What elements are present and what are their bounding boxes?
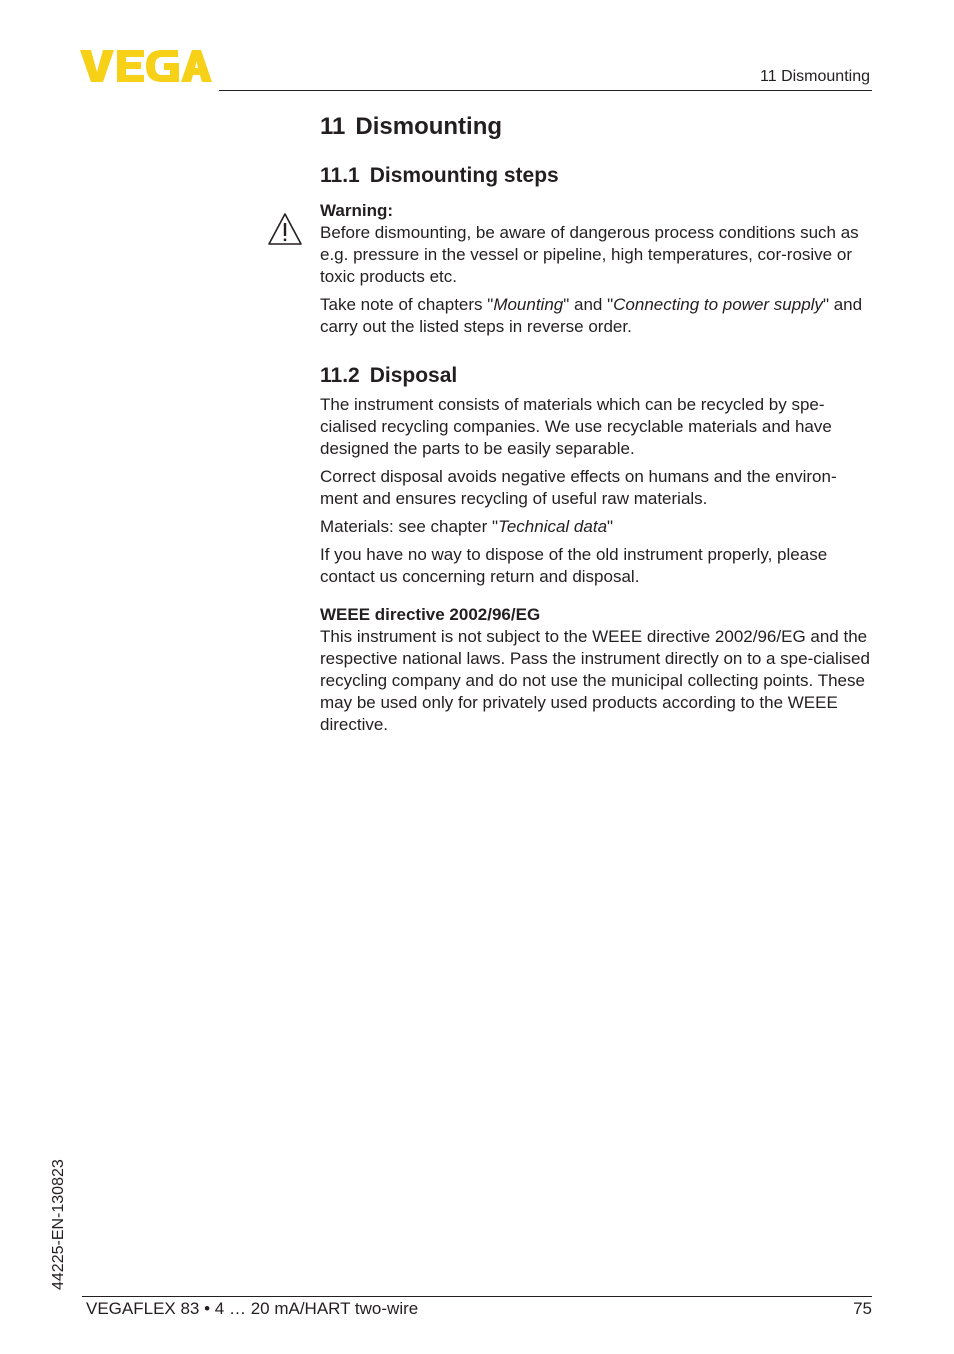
- section-heading-dismounting-steps: [320, 162, 872, 190]
- chapter-title: Dismounting: [355, 113, 503, 140]
- section-number: 11.1: [320, 164, 360, 187]
- running-head: 11 Dismounting: [760, 68, 870, 85]
- section-heading-disposal: [320, 362, 872, 390]
- warning-triangle-icon: [267, 212, 303, 246]
- warning-text: Before dismounting, be aware of dangerous process conditions such as e.g. pressure in the vessel or pipeline, high temperatures, cor-rosive or toxic products etc.: [320, 223, 859, 286]
- weee-heading: WEEE directive 2002/96/EG: [320, 605, 541, 624]
- section-number: 11.2: [320, 364, 360, 387]
- header-rule: [219, 90, 872, 91]
- section-title: Dismounting steps: [369, 164, 559, 187]
- disposal-paragraph: If you have no way to dispose of the old instrument properly, please contact us concerning return and disposal.: [320, 545, 828, 586]
- weee-paragraph: This instrument is not subject to the WEEE directive 2002/96/EG and the respective national laws. Pass the instrument directly on to a spe-cialised recycling company and do not use the municipal collecting points. These may be used only for privately used products according to the WEEE directive.: [320, 627, 870, 734]
- materials-paragraph: [320, 516, 872, 538]
- section-title: Disposal: [369, 364, 458, 387]
- warning-label: Warning:: [320, 201, 394, 220]
- document-code: 44225-EN-130823: [50, 1159, 67, 1290]
- footer-product: VEGAFLEX 83 • 4 … 20 mA/HART two-wire: [86, 1299, 419, 1318]
- note-mid: " and ": [563, 295, 614, 314]
- vega-logo: [80, 48, 212, 84]
- note-suffix: " and carry out the listed steps in reverse order.: [320, 295, 863, 336]
- chapter-ref-technical-data: Technical data: [498, 517, 608, 536]
- chapter-heading: [320, 110, 872, 144]
- disposal-paragraph: Correct disposal avoids negative effects on humans and the environ-ment and ensures recycling of useful raw materials.: [320, 467, 837, 508]
- page-number: 75: [853, 1299, 872, 1318]
- footer-rule: [82, 1296, 872, 1297]
- disposal-paragraph: The instrument consists of materials which can be recycled by spe-cialised recycling companies. We use recyclable materials and have designed the parts to be easily separable.: [320, 395, 832, 458]
- chapter-ref-mounting: Mounting: [493, 295, 564, 314]
- chapter-ref-power-supply: Connecting to power supply: [613, 295, 823, 314]
- materials-prefix: Materials: see chapter ": [320, 517, 499, 536]
- reverse-order-note: [320, 294, 872, 338]
- materials-suffix: ": [607, 517, 614, 536]
- chapter-number: 11: [320, 113, 346, 140]
- page-content: [320, 110, 872, 736]
- note-prefix: Take note of chapters ": [320, 295, 494, 314]
